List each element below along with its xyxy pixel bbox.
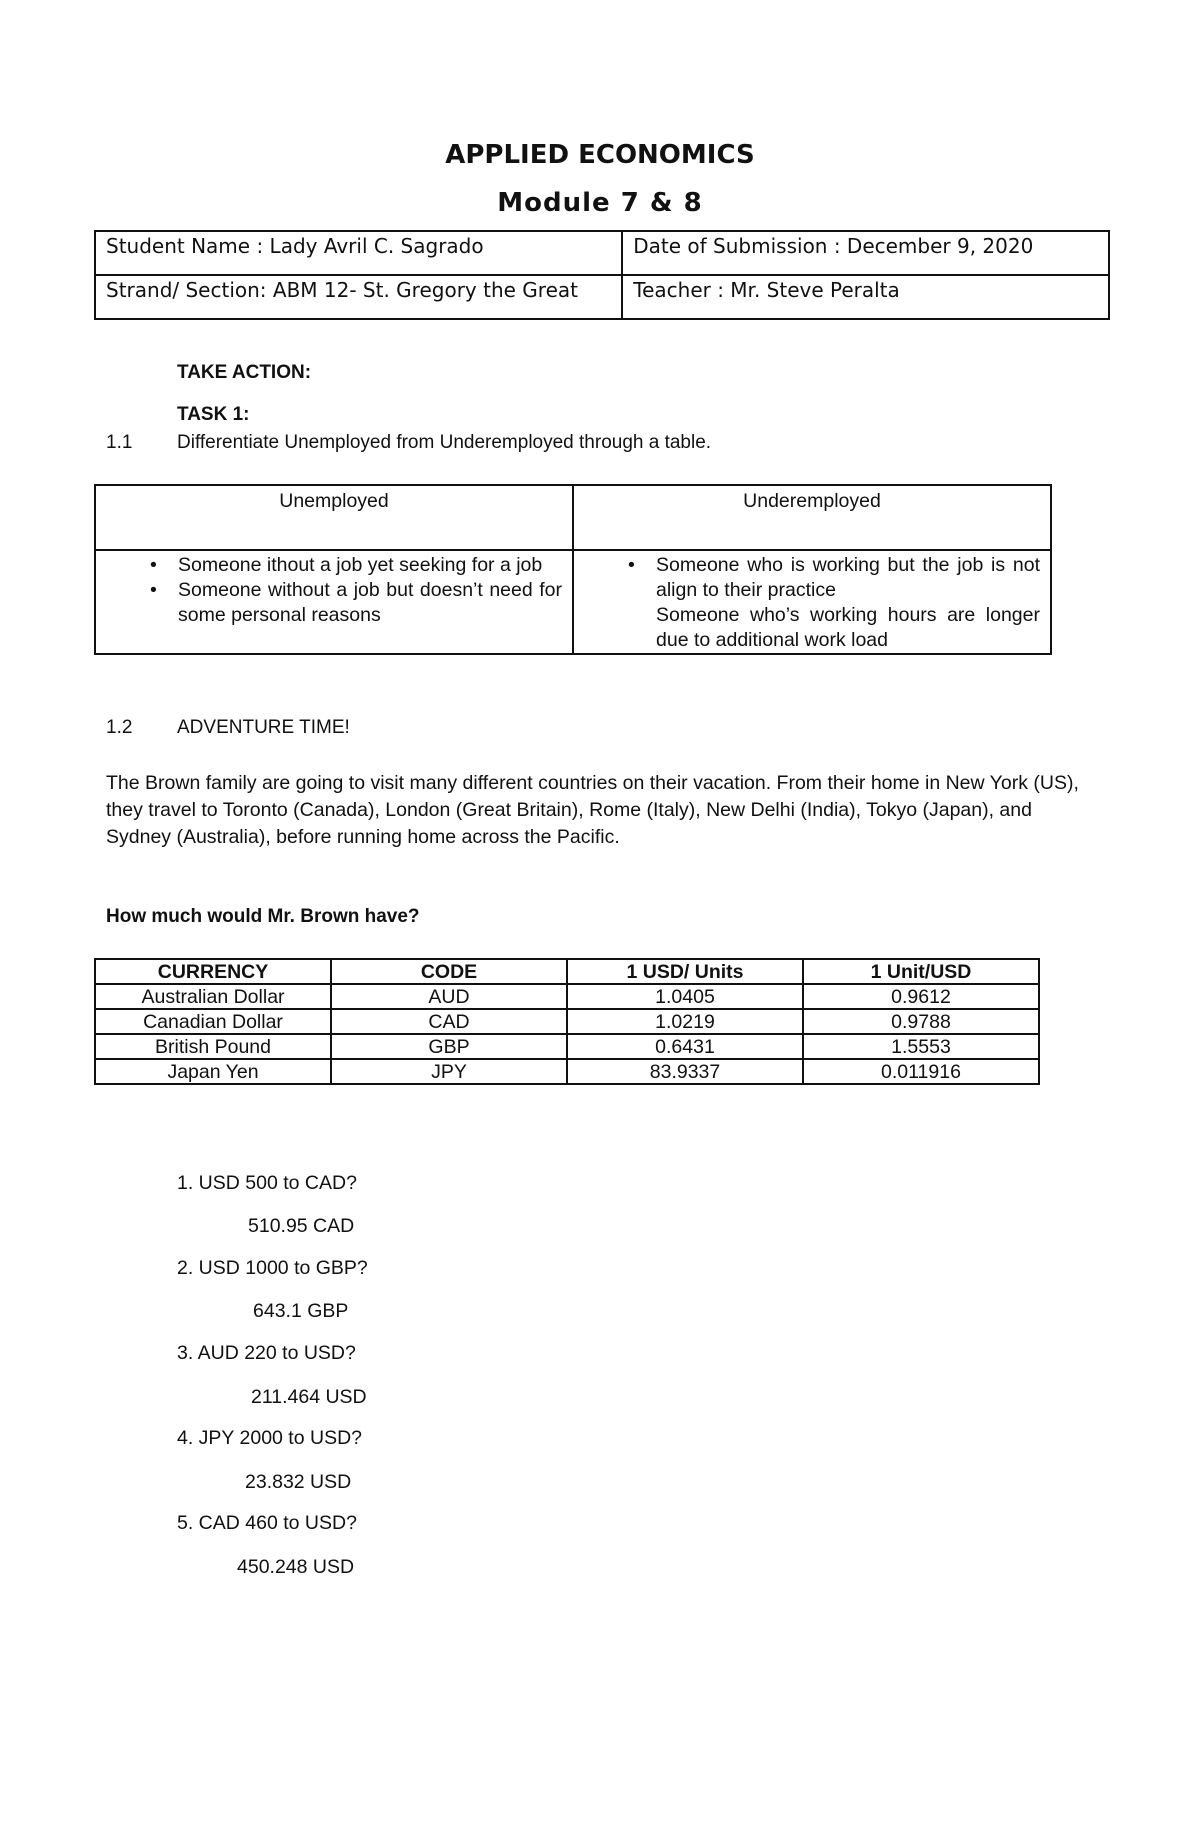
student-info-table (94, 230, 1110, 320)
section-title: ADVENTURE TIME! (177, 717, 350, 738)
unit-usd-cell: 0.9612 (803, 984, 1039, 1009)
underemployed-item: • Someone who is working but the job is not align to their practice (584, 553, 1040, 603)
usd-units-cell: 1.0405 (567, 984, 803, 1009)
underemployed-cell (573, 550, 1051, 654)
task1-heading: TASK 1: (177, 404, 250, 425)
usd-units-cell: 1.0219 (567, 1009, 803, 1034)
unit-usd-header: 1 Unit/USD (803, 959, 1039, 984)
problem-question: 4. JPY 2000 to USD? (177, 1427, 363, 1449)
problem-answer: 643.1 GBP (253, 1300, 349, 1322)
currency-cell: Australian Dollar (95, 984, 331, 1009)
code-header: CODE (331, 959, 567, 984)
take-action-heading: TAKE ACTION: (177, 362, 312, 383)
code-cell: AUD (331, 984, 567, 1009)
currency-cell: British Pound (95, 1034, 331, 1059)
student-name-cell: Student Name : Lady Avril C. Sagrado (95, 231, 622, 275)
strand-section-cell: Strand/ Section: ABM 12- St. Gregory the Great (95, 275, 622, 319)
submission-date-cell: Date of Submission : December 9, 2020 (622, 231, 1109, 275)
underemployed-item: Someone who’s working hours are longer due to additional work load (656, 604, 1040, 651)
question-number: 1.1 (106, 432, 133, 453)
usd-units-cell: 83.9337 (567, 1059, 803, 1084)
problem-answer: 450.248 USD (237, 1556, 355, 1578)
teacher-cell: Teacher : Mr. Steve Peralta (622, 275, 1109, 319)
currency-cell: Japan Yen (95, 1059, 331, 1084)
table-row (95, 984, 1039, 1009)
question-text: Differentiate Unemployed from Underemployed through a table. (177, 432, 712, 453)
unemployed-cell (95, 550, 573, 654)
problem-question: 3. AUD 220 to USD? (177, 1342, 356, 1364)
underemployed-header: Underemployed (573, 485, 1051, 550)
problem-answer: 211.464 USD (251, 1386, 367, 1408)
unemployed-item: • Someone ithout a job yet seeking for a job (106, 553, 562, 578)
page-subtitle: Module 7 & 8 (497, 188, 703, 218)
problem-answer: 510.95 CAD (248, 1215, 355, 1237)
section-number: 1.2 (106, 717, 133, 738)
table-row (95, 1009, 1039, 1034)
currency-cell: Canadian Dollar (95, 1009, 331, 1034)
unit-usd-cell: 1.5553 (803, 1034, 1039, 1059)
table-row (95, 1034, 1039, 1059)
code-cell: CAD (331, 1009, 567, 1034)
question-heading: How much would Mr. Brown have? (106, 906, 420, 927)
unemployed-item: • Someone without a job but doesn’t need for some personal reasons (106, 578, 562, 628)
usd-units-cell: 0.6431 (567, 1034, 803, 1059)
problem-answer: 23.832 USD (245, 1471, 352, 1493)
code-cell: JPY (331, 1059, 567, 1084)
unemployed-header: Unemployed (95, 485, 573, 550)
table-row (95, 1059, 1039, 1084)
currency-header: CURRENCY (95, 959, 331, 984)
page-title: APPLIED ECONOMICS (445, 140, 755, 170)
unit-usd-cell: 0.9788 (803, 1009, 1039, 1034)
unit-usd-cell: 0.011916 (803, 1059, 1039, 1084)
usd-units-header: 1 USD/ Units (567, 959, 803, 984)
comparison-table (94, 484, 1052, 655)
problem-question: 1. USD 500 to CAD? (177, 1172, 357, 1194)
story-paragraph: The Brown family are going to visit many different countries on their vacation. From their home in New York (US), they travel to Toronto (Canada), London (Great Britain), Rome (Italy), New Delhi (India), Tokyo (Japan), and Sydney (Australia), before running home across the Pacific. (106, 772, 1079, 848)
code-cell: GBP (331, 1034, 567, 1059)
problem-question: 5. CAD 460 to USD? (177, 1512, 357, 1534)
problem-question: 2. USD 1000 to GBP? (177, 1257, 368, 1279)
currency-table (94, 958, 1040, 1085)
